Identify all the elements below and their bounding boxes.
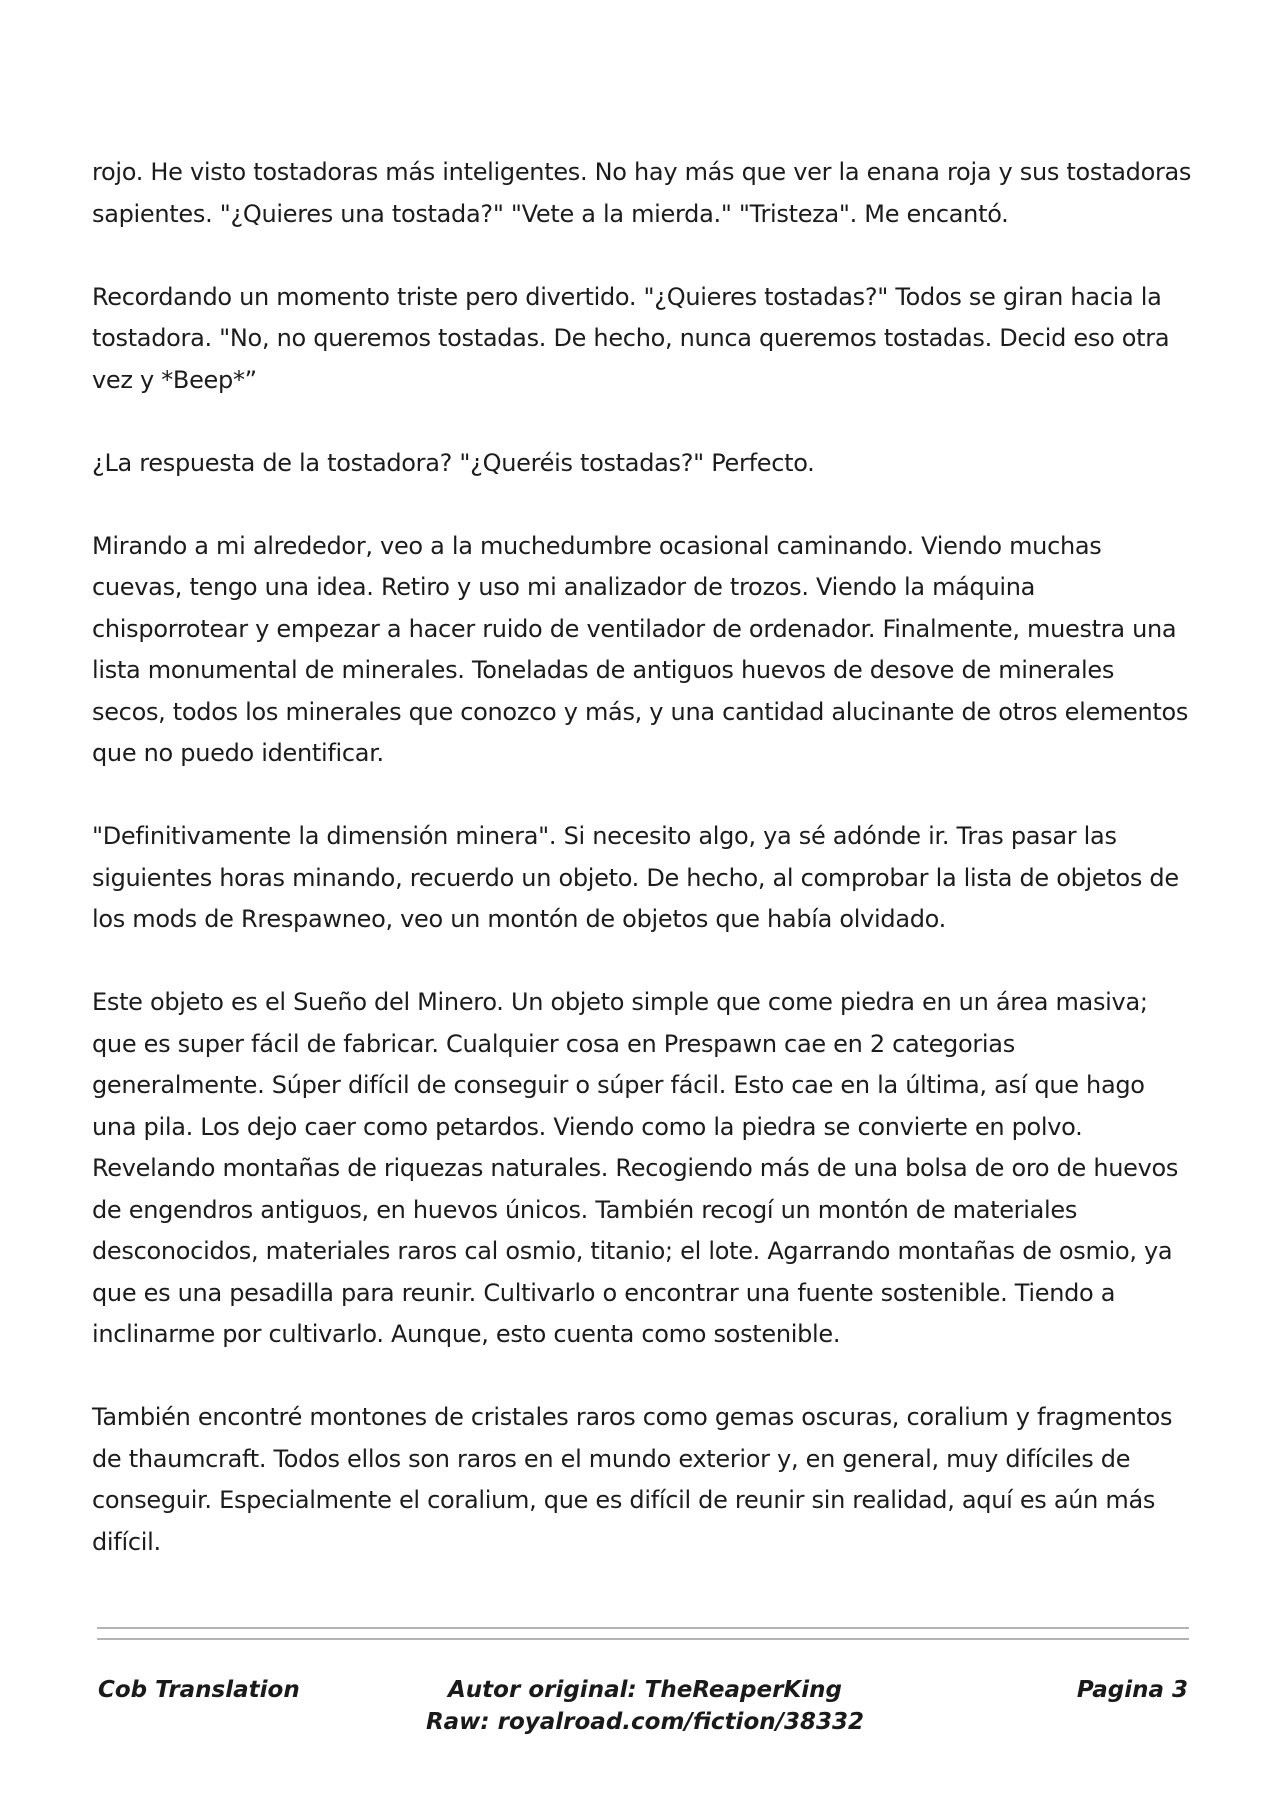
- footer-page-number: Pagina 3: [1076, 1677, 1188, 1703]
- footer-translator-credit: Cob Translation: [98, 1677, 300, 1703]
- paragraph-5: "Definitivamente la dimensión minera". Si necesito algo, ya sé adónde ir. Tras pasar las siguientes horas minando, recuerdo un objeto. De hecho, al comprobar la lista de objetos de los mods de Rrespawneo, veo un montón de objetos que había olvidado.: [92, 822, 1179, 933]
- paragraph-3: ¿La respuesta de la tostadora? "¿Queréis tostadas?" Perfecto.: [92, 448, 815, 477]
- footer-original-author: Autor original: TheReaperKing: [448, 1677, 842, 1703]
- paragraph-6: Este objeto es el Sueño del Minero. Un objeto simple que come piedra en un área masiva; que es super fácil de fabricar. Cualquier cosa en Prespawn cae en 2 categorias generalmente. Súper difícil de conseguir o súper fácil. Esto cae en la última, así que hago una pila. Los dejo caer como petardos. Viendo como la piedra se convierte en polvo. Revelando montañas de riquezas naturales. Recogiendo más de una bolsa de oro de huevos de engendros antiguos, en huevos únicos. También recogí un montón de materiales desconocidos, materiales raros cal osmio, titanio; el lote. Agarrando montañas de osmio, ya que es una pesadilla para reunir. Cultivarlo o encontrar una fuente sostenible. Tiendo a inclinarme por cultivarlo. Aunque, esto cuenta como sostenible.: [92, 988, 1179, 1348]
- paragraph-1: rojo. He visto tostadoras más inteligentes. No hay más que ver la enana roja y sus tostadoras sapientes. "¿Quieres una tostada?" "Vete a la mierda." "Tristeza". Me encantó.: [92, 158, 1192, 228]
- paragraph-7: También encontré montones de cristales raros como gemas oscuras, coralium y fragmentos de thaumcraft. Todos ellos son raros en el mundo exterior y, en general, muy difíciles de conseguir. Especialmente el coralium, que es difícil de reunir sin realidad, aquí es aún más difícil.: [92, 1403, 1173, 1556]
- footer-source-credit: [340, 1674, 950, 1738]
- footer-divider-bottom: [97, 1638, 1189, 1640]
- body-text: [92, 152, 1192, 1563]
- paragraph-4: Mirando a mi alrededor, veo a la muchedumbre ocasional caminando. Viendo muchas cuevas, tengo una idea. Retiro y uso mi analizador de trozos. Viendo la máquina chisporrotear y empezar a hacer ruido de ventilador de ordenador. Finalmente, muestra una lista monumental de minerales. Toneladas de antiguos huevos de desove de minerales secos, todos los minerales que conozco y más, y una cantidad alucinante de otros elementos que no puedo identificar.: [92, 531, 1189, 767]
- footer-raw-link: Raw: royalroad.com/fiction/38332: [425, 1709, 865, 1735]
- footer-divider-top: [97, 1627, 1189, 1629]
- paragraph-2: Recordando un momento triste pero divertido. "¿Quieres tostadas?" Todos se giran hacia la tostadora. "No, no queremos tostadas. De hecho, nunca queremos tostadas. Decid eso otra vez y *Beep*”: [92, 282, 1170, 394]
